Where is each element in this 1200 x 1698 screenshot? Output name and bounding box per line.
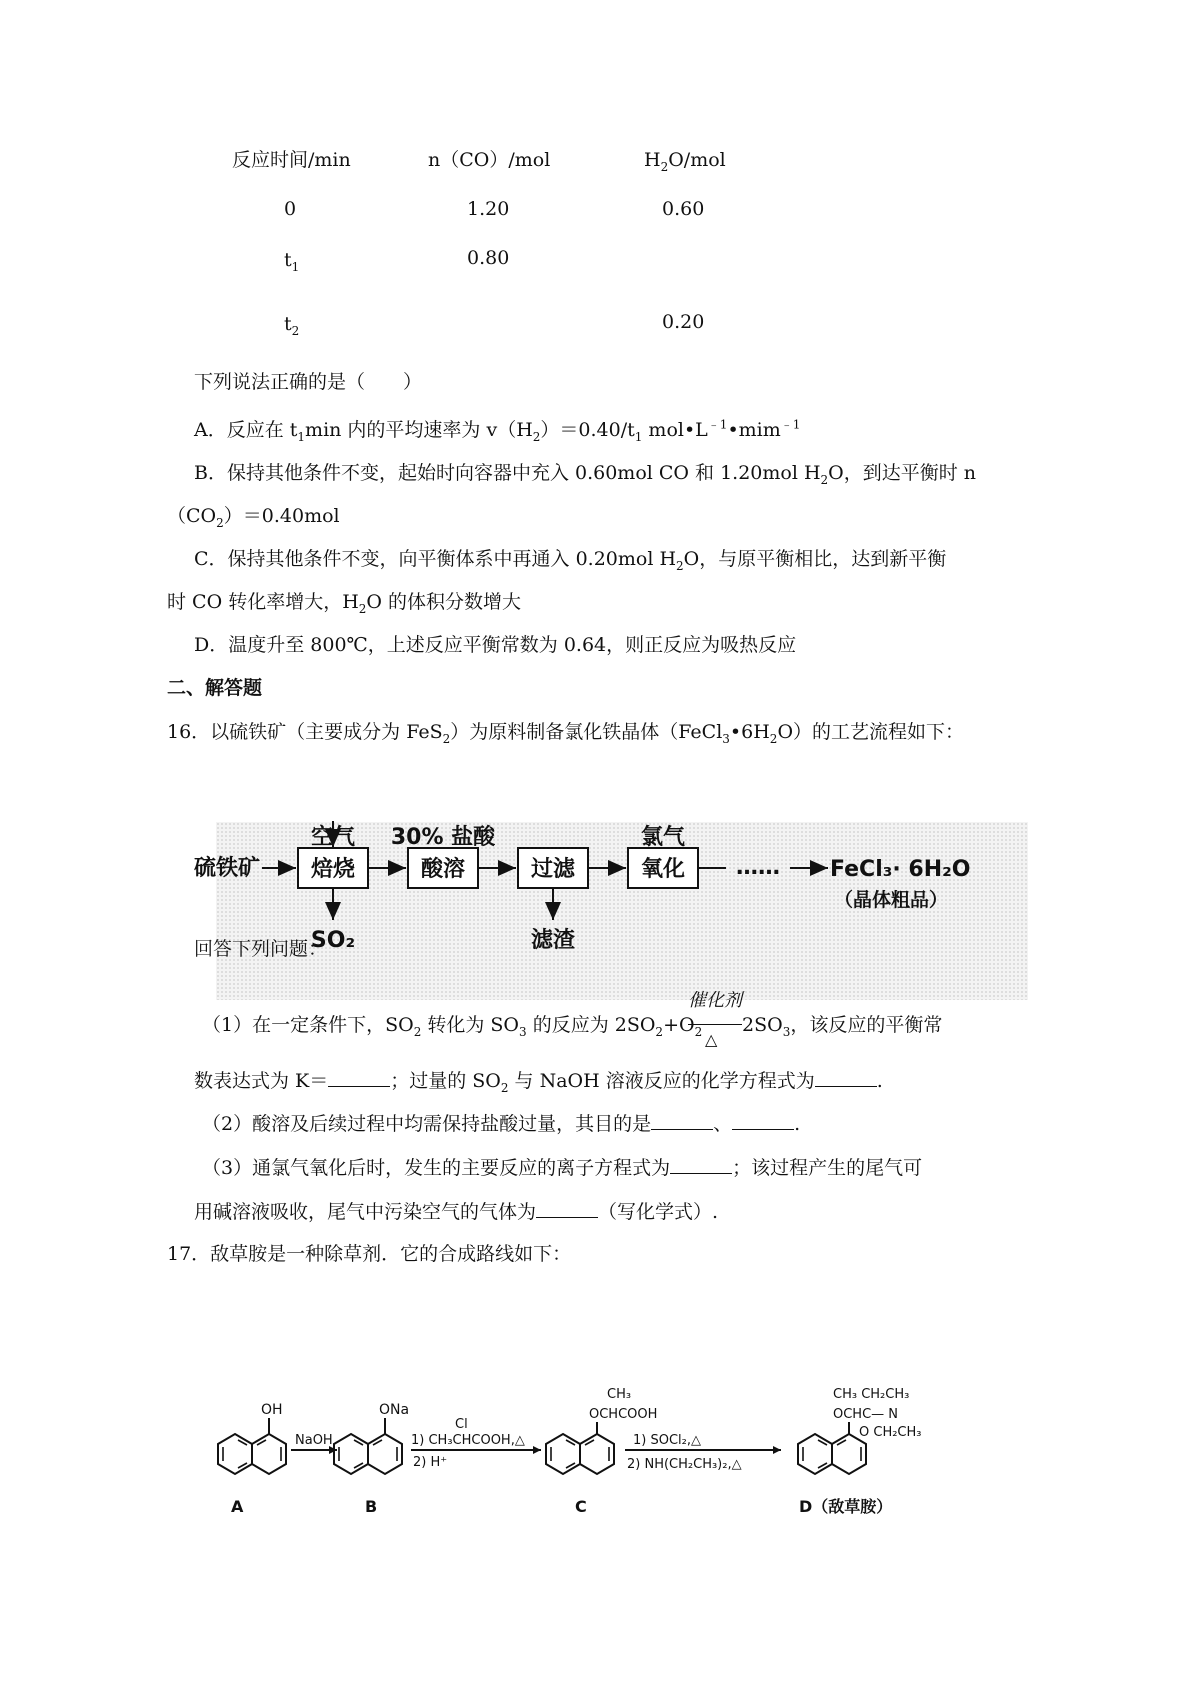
compound-label-a: A — [231, 1497, 244, 1516]
reagent-step-2: 2) H⁺ — [413, 1455, 448, 1470]
answer-blank[interactable] — [732, 1111, 794, 1130]
substituent-d-top: CH₃ CH₂CH₃ — [833, 1387, 910, 1402]
option-d: D．温度升至 800℃，上述反应平衡常数为 0.64，则正反应为吸热反应 — [194, 634, 797, 656]
flow-product: FeCl₃· 6H₂O — [830, 857, 971, 882]
part-3-line-1: （3）通氯气氧化后时，发生的主要反应的离子方程式为 ；该过程产生的尾气可 — [202, 1157, 923, 1179]
flow-above-label: 30% 盐酸 — [390, 825, 496, 850]
substituent-b: ONa — [379, 1402, 410, 1418]
option-b: B．保持其他条件不变，起始时向容器中充入 0.60mol CO 和 1.20mol $H_2O$，到达平衡时 n — [194, 462, 977, 487]
reagent-cl: Cl — [455, 1417, 468, 1432]
naphthalene-ring-c — [546, 1434, 614, 1474]
answer-blank[interactable] — [536, 1199, 598, 1218]
flow-step-label: 焙烧 — [310, 857, 356, 882]
catalyst-label: 催化剂 — [688, 990, 742, 1011]
table-header-co: n（CO）/mol — [428, 149, 551, 171]
part-1-line-2: 数表达式为 K＝ ；过量的 $SO_2$ 与 NaOH 溶液反应的化学方程式为 . — [194, 1070, 883, 1095]
table-cell-co: 1.20 — [467, 198, 510, 220]
synthesis-scheme — [215, 1387, 1030, 1542]
flow-step-label: 酸溶 — [420, 857, 466, 882]
part-2: （2）酸溶及后续过程中均需保持盐酸过量，其目的是 、 . — [202, 1113, 801, 1135]
flow-input-label: 硫铁矿 — [194, 856, 261, 881]
heat-symbol: △ — [705, 1030, 718, 1049]
prompt-text: 回答下列问题： — [194, 938, 328, 960]
compound-label-d: D（敌草胺） — [799, 1497, 893, 1516]
section-heading: 二、解答题 — [167, 677, 263, 699]
compound-label-c: C — [575, 1497, 587, 1516]
option-c-continued: 时 CO 转化率增大，$H_2O$ 的体积分数增大 — [167, 591, 522, 616]
question-16-stem: 16．以硫铁矿（主要成分为 FeS$_2$）为原料制备氯化铁晶体$(FeCl_3•6H_2O)$的工艺流程如下： — [167, 721, 965, 746]
table-cell-time: 0 — [284, 198, 297, 220]
option-b-continued: $(CO_2)=0.40mol$ — [167, 505, 340, 530]
naphthalene-ring-b — [334, 1434, 402, 1474]
question-stem: 下列说法正确的是（ ） — [194, 371, 423, 393]
substituent-c: OCHCOOH — [589, 1407, 658, 1422]
reagent-step-1: 1) CH₃CHCOOH,△ — [411, 1433, 525, 1448]
flow-above-label: 空气 — [310, 825, 356, 850]
substituent-a: OH — [261, 1402, 283, 1418]
reagent-step-4: 2) NH(CH₂CH₃)₂,△ — [627, 1457, 742, 1472]
answer-blank[interactable] — [815, 1068, 877, 1087]
flow-product-note: （晶体粗品） — [834, 889, 949, 911]
answer-blank[interactable] — [670, 1155, 732, 1174]
part-1-line-1-right: $2SO_3$，该反应的平衡常 — [742, 1014, 943, 1039]
reagent-naoh: NaOH — [295, 1433, 333, 1448]
table-header-h2o: $H_2O$/mol — [644, 149, 726, 174]
flow-below-label: SO₂ — [310, 928, 356, 953]
answer-blank[interactable] — [328, 1068, 390, 1087]
substituent-d-bottom: O CH₂CH₃ — [859, 1425, 922, 1440]
flow-step-label: 过滤 — [530, 857, 576, 882]
part-1-line-1: （1）在一定条件下，$SO_2$ 转化为 $SO_3$ 的反应为 $2SO_2+O_2$ — [202, 1014, 703, 1039]
option-c: C．保持其他条件不变，向平衡体系中再通入 0.20mol $H_2O$，与原平衡相比，达到新平衡 — [194, 548, 947, 573]
table-cell-h2o: 0.20 — [662, 311, 705, 333]
flow-below-label: 滤渣 — [530, 928, 576, 953]
naphthalene-ring-d — [798, 1434, 866, 1474]
substituent-d-mid: OCHC— N — [833, 1407, 899, 1422]
flow-step-label: 氧化 — [640, 857, 686, 882]
compound-label-b: B — [365, 1497, 378, 1516]
table-cell-time: $t_1$ — [284, 249, 300, 274]
flow-above-label: 氯气 — [640, 825, 686, 850]
answer-blank[interactable] — [651, 1111, 713, 1130]
substituent-c-top: CH₃ — [607, 1387, 632, 1402]
table-cell-co: 0.80 — [467, 247, 510, 269]
option-a: A．反应在 $t_1\min$ 内的平均速率为 $v(H_2)=0.40/t_1$ $mol•L^{﹣1}•mim^{﹣1}$ — [194, 417, 801, 444]
naphthalene-ring-a — [218, 1434, 286, 1474]
flow-dots: …… — [736, 855, 780, 880]
question-17-stem: 17．敌草胺是一种除草剂．它的合成路线如下： — [167, 1243, 572, 1265]
part-3-line-2: 用碱溶液吸收，尾气中污染空气的气体为 （写化学式）. — [194, 1201, 719, 1223]
process-flow-diagram — [194, 822, 1028, 1000]
table-cell-time: $t_2$ — [284, 313, 300, 338]
table-header-time: 反应时间/min — [232, 149, 351, 171]
table-cell-h2o: 0.60 — [662, 198, 705, 220]
reagent-step-3: 1) SOCl₂,△ — [633, 1433, 701, 1448]
